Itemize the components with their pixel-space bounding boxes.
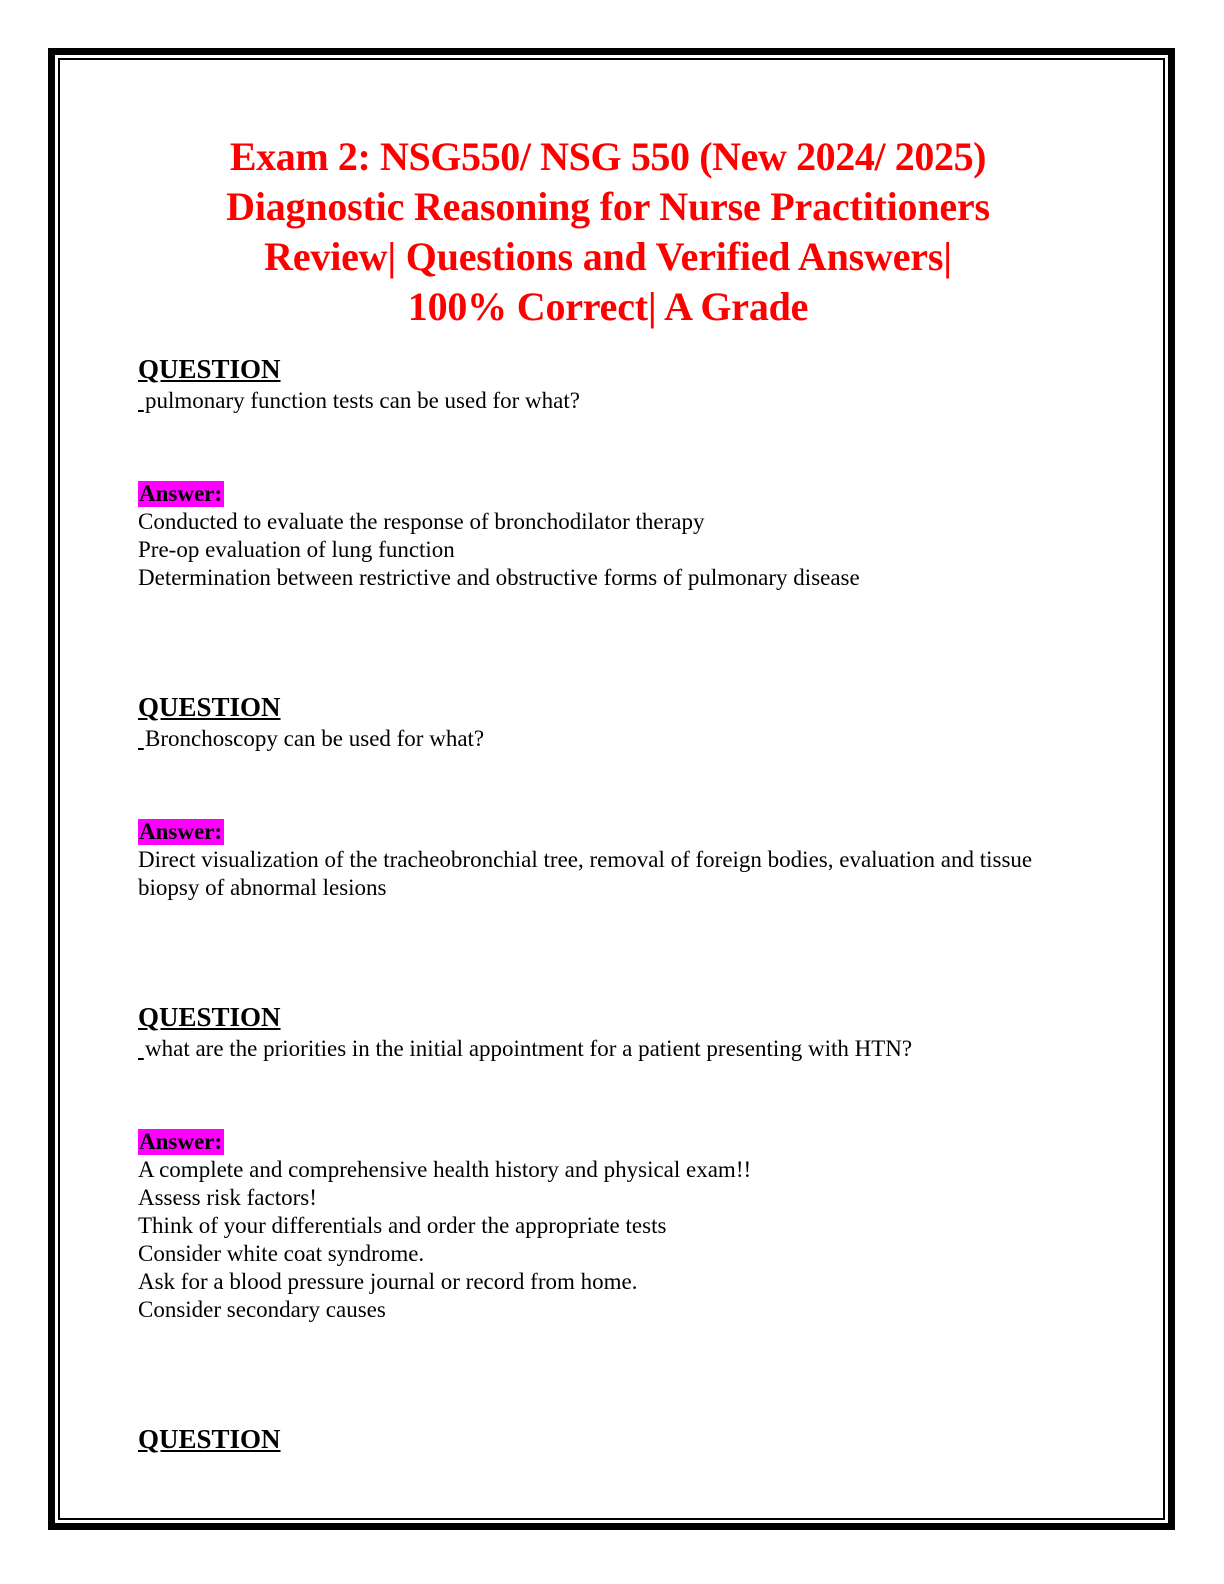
- document-title-line-4: 100% Correct| A Grade: [407, 284, 809, 329]
- qa-block-3: [138, 1002, 1078, 1324]
- answer-line: Determination between restrictive and obstructive forms of pulmonary disease: [138, 565, 860, 590]
- question-heading-3: QUESTION: [138, 1002, 281, 1032]
- answer-label-3: Answer:: [139, 1129, 223, 1154]
- answer-line: Conducted to evaluate the response of bronchodilator therapy: [138, 509, 705, 534]
- answer-lines-1: [138, 508, 1078, 592]
- document-title: [138, 132, 1078, 332]
- question-heading-wrap-1: [138, 354, 1078, 384]
- question-body-2: Bronchoscopy can be used for what?: [145, 726, 485, 751]
- spacer-2: [138, 753, 1078, 819]
- document-title-line-2: Diagnostic Reasoning for Nurse Practitioners: [226, 184, 990, 229]
- answer-lines-2: [138, 846, 1078, 902]
- answer-line: Think of your differentials and order the appropriate tests: [138, 1213, 667, 1238]
- question-heading-2: QUESTION: [138, 692, 281, 722]
- answer-lines-3: [138, 1156, 1078, 1324]
- answer-line: Consider white coat syndrome.: [138, 1241, 425, 1266]
- answer-line: Direct visualization of the tracheobronchial tree, removal of foreign bodies, evaluation and tissue biopsy of abnormal lesions: [138, 847, 1033, 900]
- answer-label-wrap-3: [138, 1129, 1078, 1155]
- answer-line: Ask for a blood pressure journal or record from home.: [138, 1269, 638, 1294]
- question-body-3: what are the priorities in the initial appointment for a patient presenting with HTN?: [145, 1036, 913, 1061]
- question-text-1: [138, 386, 1078, 415]
- spacer-3: [138, 1063, 1078, 1129]
- page-content: [138, 132, 1078, 1456]
- question-body-1: pulmonary function tests can be used for what?: [145, 388, 580, 413]
- spacer-block-2-3: [138, 902, 1078, 1002]
- qa-block-1: [138, 354, 1078, 592]
- spacer-block-1-2: [138, 592, 1078, 692]
- question-lead-mark-2: [138, 724, 145, 753]
- answer-line: Consider secondary causes: [138, 1297, 386, 1322]
- spacer-block-3-4: [138, 1324, 1078, 1424]
- question-heading-wrap-3: [138, 1002, 1078, 1032]
- answer-label-1: Answer:: [139, 481, 223, 506]
- qa-block-4: [138, 1424, 1078, 1454]
- question-lead-mark-3: [138, 1034, 145, 1063]
- question-heading-4: QUESTION: [138, 1424, 281, 1454]
- qa-block-2: [138, 692, 1078, 902]
- question-text-3: [138, 1034, 1078, 1063]
- document-title-line-3: Review| Questions and Verified Answers|: [264, 234, 952, 279]
- answer-label-2: Answer:: [139, 819, 223, 844]
- question-text-2: [138, 724, 1078, 753]
- answer-line: A complete and comprehensive health history and physical exam!!: [138, 1157, 752, 1182]
- answer-label-wrap-2: [138, 819, 1078, 845]
- answer-label-wrap-1: [138, 481, 1078, 507]
- document-title-line-1: Exam 2: NSG550/ NSG 550 (New 2024/ 2025): [229, 134, 987, 179]
- question-heading-wrap-4: [138, 1424, 1078, 1454]
- question-heading-wrap-2: [138, 692, 1078, 722]
- question-heading-1: QUESTION: [138, 354, 281, 384]
- spacer-1: [138, 415, 1078, 481]
- question-lead-mark-1: [138, 386, 145, 415]
- answer-line: Pre-op evaluation of lung function: [138, 537, 455, 562]
- answer-line: Assess risk factors!: [138, 1185, 317, 1210]
